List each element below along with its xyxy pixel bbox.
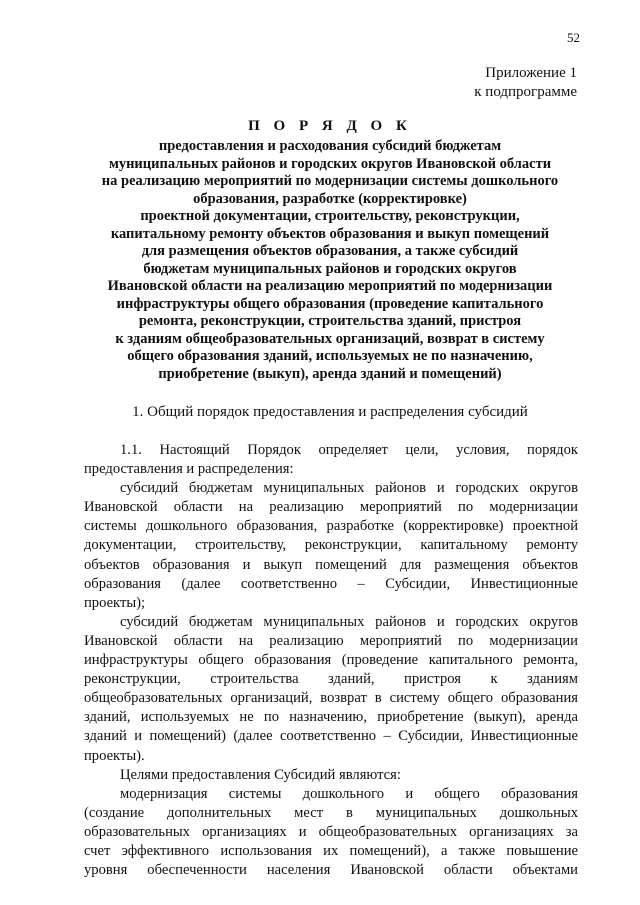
section-heading: 1. Общий порядок предоставления и распределения субсидий <box>132 404 528 420</box>
title-line: бюджетам муниципальных районов и городских округов <box>143 260 517 277</box>
body-line: 1.1. Настоящий Порядок определяет цели, условия, порядок <box>120 442 578 458</box>
title-line: образования, разработке (корректировке) <box>193 190 467 207</box>
appendix-reference <box>474 64 577 102</box>
body-line: субсидий бюджетам муниципальных районов и городских округов <box>120 480 578 497</box>
body-line: объектов образования и выкуп помещений для размещения объектов <box>84 556 578 573</box>
title-line: муниципальных районов и городских округов Ивановской области <box>108 155 552 172</box>
document-title <box>80 116 580 383</box>
body-line: зданий и помещений) (далее соответственно – Субсидии, Инвестиционные <box>84 728 578 745</box>
title-line: капитальному ремонту объектов образования и выкуп помещений <box>110 225 550 242</box>
body-line: образовательных организациях и общеобразовательных организациях за <box>84 823 578 840</box>
body-line: Ивановской области на реализацию мероприятий по модернизации <box>84 499 578 516</box>
body-line: зданий, используемых не по назначению, приобретение (выкуп), аренда <box>84 709 578 726</box>
body-line: реконструкции, строительства зданий, пристроя к зданиям <box>84 671 578 688</box>
appendix-line-2: к подпрограмме <box>474 84 577 100</box>
title-line: инфраструктуры общего образования (проведение капитального <box>116 295 544 312</box>
body-line: Ивановской области на реализацию мероприятий по модернизации <box>84 632 578 649</box>
body-line: Целями предоставления Субсидий являются: <box>120 766 401 783</box>
body-line: инфраструктуры общего образования (проведение капитального ремонта, <box>84 652 578 669</box>
page-number: 52 <box>567 30 580 45</box>
body-line: системы дошкольного образования, разработке (корректировке) проектной <box>84 518 578 535</box>
body-line: образования (далее соответственно – Субсидии, Инвестиционные <box>84 575 578 592</box>
appendix-line-1: Приложение 1 <box>485 65 577 81</box>
body-line: уровня обеспеченности населения Ивановской области объектами <box>84 862 578 879</box>
title-line: проектной документации, строительству, реконструкции, <box>140 208 520 224</box>
title-line: для размещения объектов образования, а также субсидий <box>141 243 519 259</box>
title-line: Ивановской области на реализацию мероприятий по модернизации <box>107 278 553 294</box>
body-line: (создание дополнительных мест в муниципальных дошкольных <box>84 804 578 821</box>
body-line: предоставления и распределения: <box>84 461 294 478</box>
body-line: документации, строительству, реконструкции, капитальному ремонту <box>84 537 578 554</box>
body-line: модернизация системы дошкольного и общего образования <box>120 785 578 802</box>
title-line: к зданиям общеобразовательных организаций, возврат в систему <box>115 330 545 347</box>
body-line: проекты); <box>84 594 146 611</box>
title-line: приобретение (выкуп), аренда зданий и помещений) <box>158 365 502 382</box>
title-line: на реализацию мероприятий по модернизации системы дошкольного <box>101 173 559 189</box>
body-line: субсидий бюджетам муниципальных районов и городских округов <box>120 613 578 630</box>
body-text <box>84 441 578 880</box>
body-line: проекты). <box>84 747 145 764</box>
title-main: П О Р Я Д О К <box>248 118 412 134</box>
body-line: общеобразовательных организаций, возврат в систему общего образования <box>84 690 578 707</box>
title-line: общего образования зданий, используемых не по назначению, <box>127 348 533 364</box>
title-line: ремонта, реконструкции, строительства зданий, пристроя <box>138 313 522 329</box>
title-line: предоставления и расходования субсидий бюджетам <box>158 138 502 154</box>
body-line: счет эффективного использования их помещений), а также повышение <box>84 842 578 859</box>
